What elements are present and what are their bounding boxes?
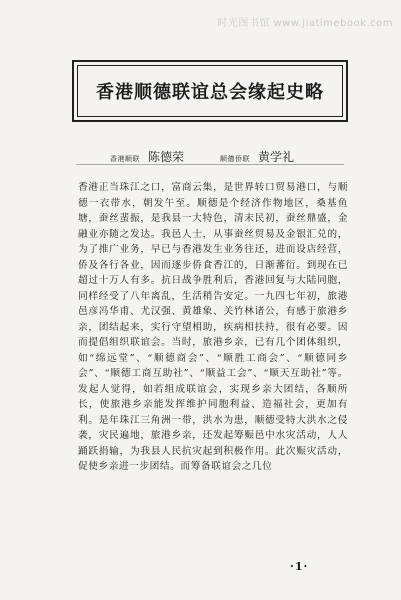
author-name-2: 黄学礼 <box>258 150 295 164</box>
author-affiliation-1: 香港顺联 <box>110 155 140 163</box>
author-name-1: 陈德荣 <box>148 150 185 164</box>
body-paragraph: 香港正当珠江之口，富商云集，是世界转口贸易港口，与顺德一衣带水，朝发午至。顺德是个经济作物地区，桑基鱼塘，蚕丝蜚振，是我县一大特色，清末民初，蚕丝鼎盛，金融业亦随之发达。我邑人士，从事蚕丝贸易及金银汇兑的，为了推广业务，早已与香港发生业务往还，进而设店经营，侨及各行各业，因而逐步侨食香江的，日渐蕃衍。到现在已超过十万人有多。抗日战争胜利后，香港回复与大陆同胞，同样经受了八年离乱，生活稍告安定。一九四七年初，旅港邑彦冯华甫、尤汉强、黄雄象、关竹林诸公，有感于旅港乡亲，团结起来，实行守望相助，疾病相扶持，很有必要。因而提倡组织联谊会。当时，旅港乡亲，已有几个团体组织，如“绵远堂”、“顺德商会”、“顺胜工商会”、“顺德同乡会”、“顺德工商互助社”、“顺益工会”、“顺天互助社”等。发起人觉得，如若组成联谊会，实现乡亲大团结，各顺所长，使旅港乡亲能发挥维护同胞利益、造福社会，更加有利。是年珠江三角洲一带，洪水为患，顺德受特大洪水之侵袭，灾民遍地，旅港乡亲，还发起筹赈邑中水灾活动，人人踊跃捐输，为我县人民抗灾起到积极作用。此次赈灾活动，促使乡亲进一步团结。而筹备联谊会之几位 <box>78 182 348 472</box>
page-number: ·1· <box>290 560 309 573</box>
byline <box>110 148 322 165</box>
divider <box>76 164 344 165</box>
watermark: 时光图书馆 www.jiatimebook.com <box>217 18 393 29</box>
author-affiliation-2: 顺德侨联 <box>220 155 251 163</box>
article-title: 香港顺德联谊总会缘起史略 <box>96 82 324 103</box>
title-frame <box>72 60 348 122</box>
